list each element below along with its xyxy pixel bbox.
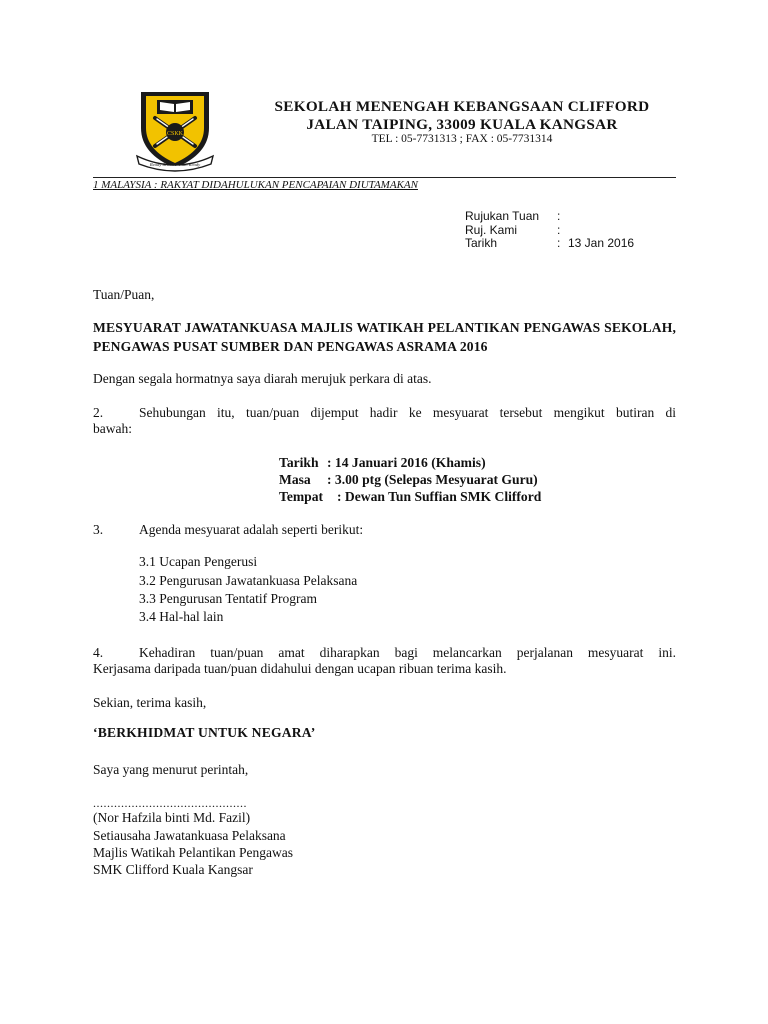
national-motto: 1 MALAYSIA : RAKYAT DIDAHULUKAN PENCAPAIAN DIUTAMAKAN: [93, 179, 418, 191]
signoff: Saya yang menurut perintah,: [93, 762, 249, 777]
paragraph-3: 3. Agenda mesyuarat adalah seperti berikut:: [93, 522, 364, 537]
reference-your-ref: Rujukan Tuan :: [465, 209, 561, 223]
school-crest-logo: [133, 88, 217, 172]
agenda-item: 3.2 Pengurusan Jawatankuasa Pelaksana: [139, 573, 358, 588]
meeting-time: Masa : 3.00 ptg (Selepas Mesyuarat Guru): [279, 472, 538, 487]
reference-date: Tarikh : 13 Jan 2016: [465, 236, 635, 250]
closing-remark: Sekian, terima kasih,: [93, 695, 207, 710]
agenda-item: 3.4 Hal-hal lain: [139, 609, 224, 624]
letter-subject: MESYUARAT JAWATANKUASA MAJLIS WATIKAH PELANTIKAN PENGAWAS SEKOLAH, PENGAWAS PUSAT SUMBER DAN PENGAWAS ASRAMA 2016: [93, 320, 676, 354]
svg-text:Ready & More Than Ready: Ready & More Than Ready: [149, 162, 201, 167]
paragraph-2-line-1: 2. Sehubungan itu, tuan/puan dijemput hadir ke mesyuarat tersebut mengikut butiran di: [93, 405, 676, 420]
school-address: JALAN TAIPING, 33009 KUALA KANGSAR: [306, 116, 618, 133]
school-name: SEKOLAH MENENGAH KEBANGSAAN CLIFFORD: [274, 98, 650, 115]
meeting-date: Tarikh : 14 Januari 2016 (Khamis): [279, 455, 486, 470]
paragraph-2-line-2: bawah:: [93, 421, 132, 436]
paragraph-4-line-2: Kerjasama daripada tuan/puan didahului dengan ucapan ribuan terima kasih.: [93, 661, 507, 676]
reference-our-ref: Ruj. Kami :: [465, 223, 561, 237]
agenda-item: 3.3 Pengurusan Tentatif Program: [139, 591, 318, 606]
header-divider: [93, 177, 676, 178]
svg-text:CSKK: CSKK: [166, 131, 184, 137]
signatory-title: Setiausaha Jawatankuasa Pelaksana: [93, 828, 286, 843]
signatory-name: (Nor Hafzila binti Md. Fazil): [93, 810, 251, 825]
agenda-item: 3.1 Ucapan Pengerusi: [139, 554, 258, 569]
meeting-venue: Tempat : Dewan Tun Suffian SMK Clifford: [279, 489, 542, 504]
paragraph-4-line-1: 4. Kehadiran tuan/puan amat diharapkan bagi melancarkan perjalanan mesyuarat ini.: [93, 645, 676, 660]
signatory-school: SMK Clifford Kuala Kangsar: [93, 862, 253, 877]
school-contact: TEL : 05-7731313 ; FAX : 05-7731314: [371, 133, 553, 145]
intro-paragraph: Dengan segala hormatnya saya diarah merujuk perkara di atas.: [93, 371, 432, 386]
signature-line: ............................................: [93, 796, 247, 810]
signatory-committee: Majlis Watikah Pelantikan Pengawas: [93, 845, 294, 860]
salutation: Tuan/Puan,: [93, 287, 155, 302]
service-tagline: ‘BERKHIDMAT UNTUK NEGARA’: [93, 725, 316, 740]
